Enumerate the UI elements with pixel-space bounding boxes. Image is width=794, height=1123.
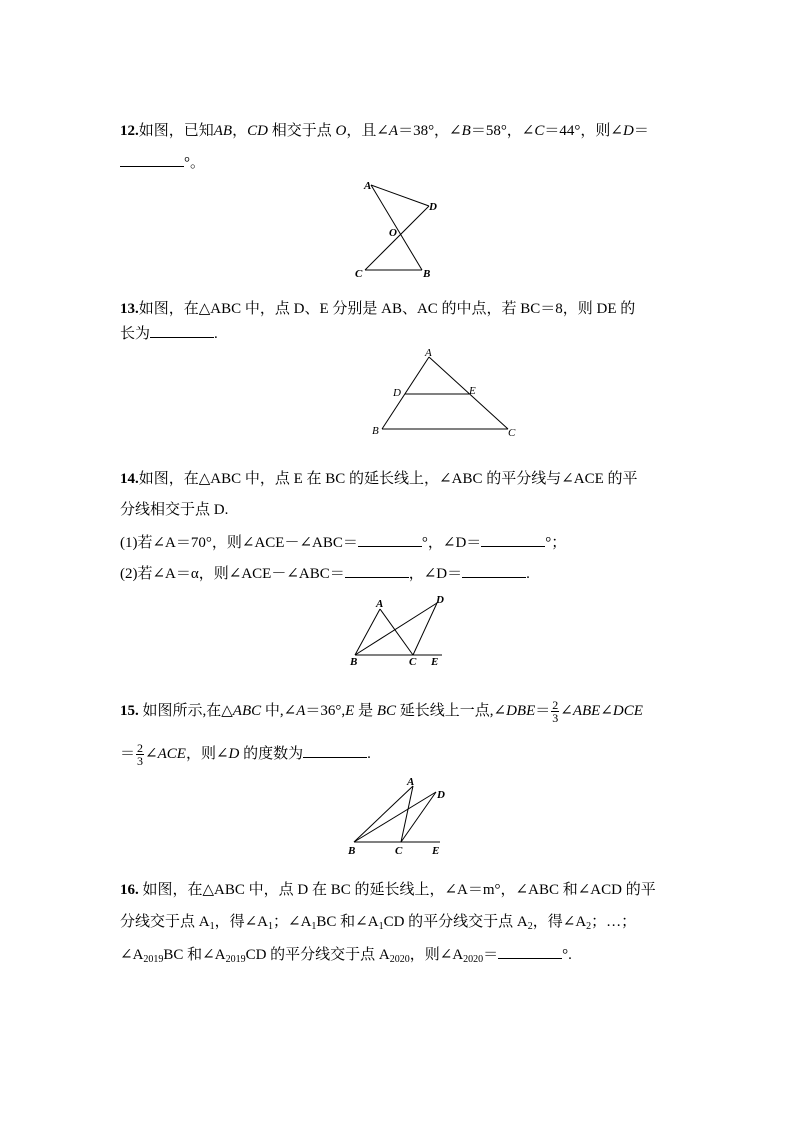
answer-blank[interactable] (345, 563, 409, 578)
q16-text: BC 和∠A (316, 914, 379, 930)
q13-line1 (120, 299, 635, 319)
q12-line1 (120, 121, 649, 141)
label-E: E (469, 385, 476, 397)
q14-text: . (526, 566, 530, 582)
segment-AD (371, 185, 429, 206)
fraction-denominator: 3 (137, 754, 144, 768)
q15-text: 的度数为 (239, 745, 304, 762)
q14-text: 如图，在△ABC 中，点 E 在 BC 的延长线上，∠ABC 的平分线与∠ACE 的平 (138, 471, 638, 487)
q16-text: 如图，在△ABC 中，点 D 在 BC 的延长线上，∠A＝m°，∠ABC 和∠ACD 的平 (138, 882, 656, 898)
q16-line3 (120, 944, 572, 965)
q12-text: ＝38°，∠ (398, 123, 462, 139)
label-B: B (348, 845, 356, 857)
q13-figure (368, 346, 528, 442)
answer-blank[interactable] (498, 944, 562, 959)
q15-text: 是 (354, 702, 377, 719)
fraction-numerator: 2 (552, 698, 559, 712)
q15-var: ABE (572, 702, 601, 719)
q14-number: 14. (120, 471, 139, 487)
q12-text: ＝ (633, 123, 649, 139)
label-O: O (389, 227, 397, 239)
q15-text: . (367, 745, 371, 762)
label-B: B (350, 656, 358, 668)
q16-text: CD 的平分线交于点 A (245, 947, 390, 963)
q16-text: ，得∠A (532, 914, 587, 930)
subscript: 2 (527, 921, 533, 932)
label-C: C (395, 845, 403, 857)
q16-text: ∠A (120, 947, 144, 963)
q16-text: BC 和∠A (163, 947, 226, 963)
q13-number: 13. (120, 301, 139, 317)
q14-text: ，∠D＝ (408, 566, 463, 582)
q12-text: 如图，已知 (138, 123, 214, 139)
q16-text: ＝ (483, 947, 499, 963)
q15-var: A (296, 702, 306, 719)
label-A: A (425, 347, 432, 359)
q15-var: DCE (612, 702, 643, 719)
q12-var-c: C (534, 123, 545, 139)
subscript: 2020 (389, 954, 410, 965)
q14-line1 (120, 469, 638, 489)
q12-figure (350, 176, 450, 281)
q12-text: °。 (184, 155, 205, 171)
fraction-two-thirds (136, 742, 144, 767)
q14-text: 分线相交于点 D. (120, 502, 229, 518)
q14-line2 (120, 500, 228, 520)
q12-line2 (120, 152, 205, 173)
q14-figure (344, 591, 454, 671)
q13-text: 长为 (120, 326, 151, 342)
segment-AC (380, 609, 413, 655)
q15-var: ACE (157, 745, 186, 762)
label-D: D (437, 789, 445, 801)
label-D: D (429, 201, 437, 213)
subscript: 2 (586, 921, 592, 932)
q12-number: 12. (120, 123, 139, 139)
q15-text: ∠ (560, 702, 573, 719)
q15-text: ∠ (145, 745, 158, 762)
q13-text: 如图，在△ABC 中，点 D、E 分别是 AB、AC 的中点，若 BC＝8，则 DE 的 (138, 301, 636, 317)
subscript: 1 (378, 921, 384, 932)
q12-var-cd: CD (247, 123, 268, 139)
label-D: D (393, 387, 401, 399)
subscript: 2019 (143, 954, 164, 965)
q15-text: 延长线上一点,∠ (396, 702, 507, 719)
fraction-numerator: 2 (137, 741, 144, 755)
q15-var: ABC (232, 702, 262, 719)
q12-text: ，且∠ (346, 123, 389, 139)
subscript: 1 (311, 921, 317, 932)
label-D: D (436, 594, 444, 606)
q15-text: ＝ (120, 745, 136, 762)
q15-text: ＝36°, (305, 702, 346, 719)
q12-text: ， (232, 123, 248, 139)
q15-line2 (120, 742, 371, 767)
q16-text: ；…； (591, 914, 637, 930)
q12-text: ＝44°，则∠ (544, 123, 623, 139)
q12-text: ＝58°，∠ (470, 123, 535, 139)
q15-var: E (345, 702, 355, 719)
label-A: A (407, 776, 415, 788)
q14-text: (1)若∠A＝70°，则∠ACE－∠ABC＝ (120, 535, 358, 551)
answer-blank[interactable] (358, 532, 422, 547)
q12-var-b: B (461, 123, 471, 139)
q13-line2 (120, 323, 218, 344)
q15-text: 如图所示,在△ (138, 702, 233, 719)
answer-blank[interactable] (303, 743, 367, 758)
q16-line1 (120, 880, 656, 900)
subscript: 2019 (225, 954, 246, 965)
fraction-denominator: 3 (552, 711, 559, 725)
subscript: 2020 (463, 954, 484, 965)
q15-var: DBE (506, 702, 536, 719)
q12-var-o: O (335, 123, 347, 139)
q15-figure (343, 774, 453, 860)
label-A: A (376, 598, 384, 610)
q14-text: °，∠D＝ (421, 535, 482, 551)
segment-BD (354, 792, 436, 842)
q14-text: °； (545, 535, 567, 551)
label-A: A (364, 180, 372, 192)
q16-text: 分线交于点 A (120, 914, 210, 930)
label-B: B (372, 425, 379, 437)
segment-DC (365, 206, 429, 270)
q12-var-ab: AB (213, 123, 233, 139)
answer-blank[interactable] (481, 532, 545, 547)
q15-var: D (228, 745, 240, 762)
answer-blank[interactable] (462, 563, 526, 578)
q15-text: 中,∠ (261, 702, 297, 719)
q12-var-a: A (388, 123, 399, 139)
q14-part1 (120, 532, 566, 553)
segment-AB (382, 357, 429, 429)
q15-text: ∠ (600, 702, 613, 719)
q15-text: ，则∠ (185, 745, 229, 762)
label-E: E (431, 656, 439, 668)
q12-var-d: D (622, 123, 634, 139)
fraction-two-thirds (551, 699, 559, 724)
q16-text: ，得∠A (214, 914, 268, 930)
segment-BA (354, 786, 413, 842)
q15-var: BC (376, 702, 396, 719)
q15-line1 (120, 699, 643, 724)
q16-text: ；∠A (273, 914, 312, 930)
q16-text: CD 的平分线交于点 A (383, 914, 528, 930)
q16-text: ，则∠A (409, 947, 464, 963)
q16-number: 16. (120, 882, 139, 898)
q15-text: ＝ (535, 702, 551, 719)
label-B: B (423, 268, 431, 280)
q14-part2 (120, 563, 530, 584)
label-E: E (432, 845, 440, 857)
q13-text: . (214, 326, 218, 342)
q12-text: 相交于点 (267, 123, 336, 139)
q15-number: 15. (120, 702, 139, 719)
answer-blank[interactable] (150, 323, 214, 338)
q14-text: (2)若∠A＝α，则∠ACE－∠ABC＝ (120, 566, 345, 582)
subscript: 1 (209, 921, 215, 932)
label-C: C (508, 427, 516, 439)
label-C: C (409, 656, 417, 668)
q16-text: °. (562, 947, 572, 963)
segment-BA (355, 609, 380, 655)
subscript: 1 (268, 921, 273, 932)
q16-line2 (120, 912, 636, 932)
answer-blank[interactable] (120, 152, 184, 167)
label-C: C (355, 268, 363, 280)
